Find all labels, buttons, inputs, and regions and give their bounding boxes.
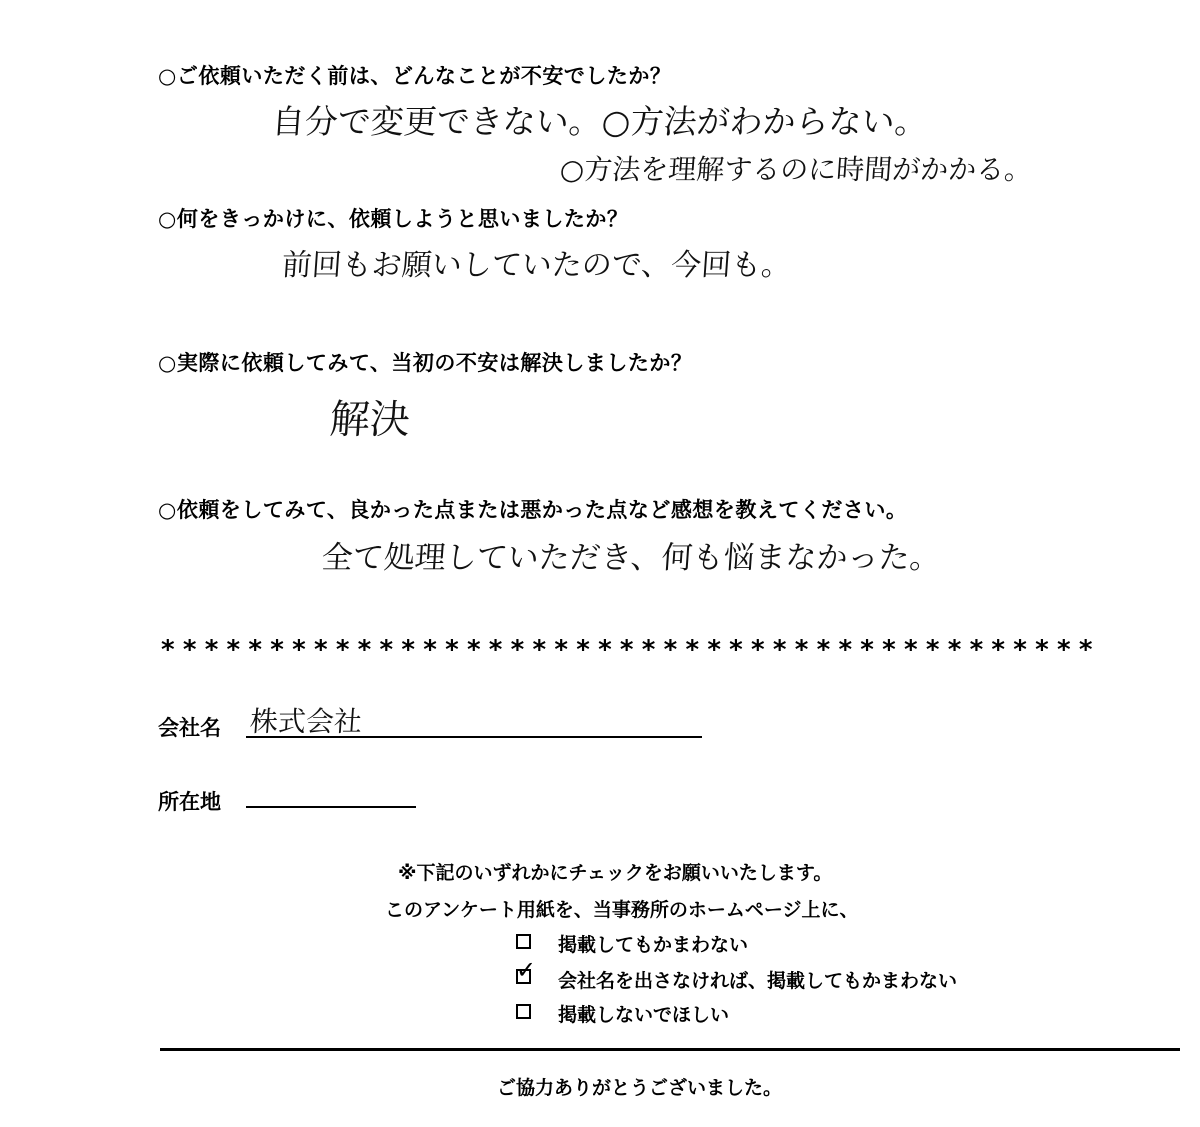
- address-label: 所在地: [158, 790, 221, 814]
- option-3-label: 掲載しないでほしい: [558, 1004, 730, 1026]
- bottom-rule: [160, 1048, 1180, 1051]
- consent-instruction: ※下記のいずれかにチェックをお願いいたします。: [398, 862, 833, 884]
- option-2-label: 会社名を出さなければ、掲載してもかまわない: [558, 970, 958, 992]
- company-underline: [246, 736, 702, 738]
- question-1-answer-line-2: ○方法を理解するのに時間がかかる。: [558, 153, 1034, 186]
- option-1-label: 掲載してもかまわない: [558, 934, 749, 956]
- question-4-answer: 全て処理していただき、何も悩まなかった。: [320, 540, 942, 576]
- option-1-checkbox[interactable]: [516, 934, 531, 949]
- asterisk-separator: *******************************************: [160, 635, 1100, 665]
- question-4-label: ○依頼をしてみて、良かった点または悪かった点など感想を教えてください。: [158, 498, 908, 522]
- thanks-message: ご協力ありがとうございました。: [497, 1077, 783, 1099]
- address-underline: [246, 806, 416, 808]
- question-2-answer: 前回もお願いしていたので、今回も。: [280, 248, 793, 283]
- option-3-checkbox[interactable]: [516, 1004, 531, 1019]
- question-1-answer-line-1: 自分で変更できない。○方法がわからない。: [270, 102, 930, 141]
- question-2-label: ○何をきっかけに、依頼しようと思いましたか？: [158, 207, 629, 231]
- question-1-label: ○ご依頼いただく前は、どんなことが不安でしたか？: [158, 64, 672, 88]
- question-3-label: ○実際に依頼してみて、当初の不安は解決しましたか？: [158, 351, 693, 375]
- question-3-answer: 解決: [328, 397, 412, 443]
- company-value: 株式会社: [248, 705, 364, 738]
- check-mark-icon: ✓: [516, 956, 537, 984]
- consent-lead: このアンケート用紙を、当事務所のホームページ上に、: [385, 899, 859, 921]
- company-label: 会社名: [158, 716, 221, 740]
